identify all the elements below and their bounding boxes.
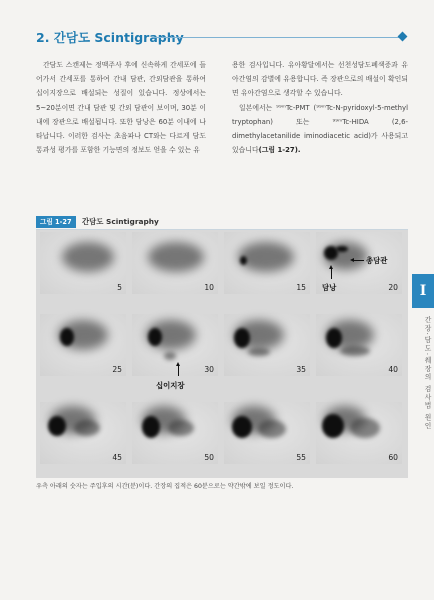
scan-frame <box>224 232 310 294</box>
body-paragraph-text: 일본에서는 ⁹⁹ᵐTc-PMT (⁹⁹ᵐTc-N-pyridoxyl-5-methyl tryptophan) 또는 ⁹⁹ᵐTc-HIDA (2,6-dimethylacetanilide iminodiacetic acid)가 사용되고 있습니다 <box>232 103 408 155</box>
scan-frame <box>132 314 218 376</box>
gallbladder-label: 담낭 <box>322 283 337 292</box>
figure-tag: 그림 1-27 <box>36 216 76 228</box>
gallbladder-uptake <box>322 414 344 438</box>
gallbladder-uptake <box>148 328 162 346</box>
bowel-uptake <box>340 346 370 356</box>
frame-time-label: 45 <box>112 453 122 462</box>
common-bile-duct-label: 총담관 <box>366 256 388 265</box>
body-paragraph: 용한 검사입니다. 유아황달에서는 선천성담도폐색증과 유아간염의 감별에 유용합니다. 즉 장관으로의 배설이 확인되면 유아간염으로 생각할 수 있습니다. <box>232 61 408 98</box>
bowel-uptake <box>350 418 380 438</box>
figure-reference: (그림 1-27). <box>258 146 301 155</box>
figure-header <box>36 216 408 228</box>
body-left-column <box>36 58 206 157</box>
liver-uptake <box>148 242 204 272</box>
duodenum-arrow <box>178 364 179 376</box>
common-bile-duct-arrow <box>352 260 364 261</box>
figure-title: 간담도 Scintigraphy <box>82 217 159 226</box>
bowel-uptake <box>248 348 270 356</box>
section-title: 2. 간담도 Scintigraphy <box>36 30 184 45</box>
bowel-uptake <box>258 420 286 438</box>
frame-time-label: 20 <box>388 283 398 292</box>
scan-frame <box>40 314 126 376</box>
bile-duct-uptake <box>240 256 247 265</box>
gallbladder-arrow <box>331 267 332 279</box>
duodenum-label: 십이지장 <box>156 381 185 390</box>
title-rule <box>152 37 400 38</box>
common-bile-duct-uptake <box>336 246 348 252</box>
frame-time-label: 15 <box>296 283 306 292</box>
bowel-uptake <box>74 420 100 436</box>
frame-time-label: 50 <box>204 453 214 462</box>
frame-time-label: 30 <box>204 365 214 374</box>
frame-time-label: 25 <box>112 365 122 374</box>
duodenum-uptake <box>164 352 176 360</box>
title-diamond-icon <box>398 32 408 42</box>
gallbladder-uptake <box>60 328 74 346</box>
gallbladder-uptake <box>326 328 342 348</box>
scan-frame <box>316 402 402 464</box>
frame-time-label: 60 <box>388 453 398 462</box>
body-paragraph <box>232 101 408 158</box>
scan-frame <box>132 232 218 294</box>
liver-uptake <box>62 242 114 272</box>
scintigraphy-panel <box>36 230 408 478</box>
chapter-side-label: 간장·담도·췌장의 검사법 원인 <box>423 316 431 431</box>
scan-frame <box>316 314 402 376</box>
scan-frame <box>40 232 126 294</box>
frame-time-label: 35 <box>296 365 306 374</box>
section-header <box>36 28 406 46</box>
chapter-tab: I <box>412 274 434 308</box>
frame-time-label: 40 <box>388 365 398 374</box>
gallbladder-uptake <box>142 416 160 438</box>
figure-caption: 우측 아래의 숫자는 주입후의 시간(분)이다. 간장의 집적은 60분으로는 약간밖에 보일 정도이다. <box>36 483 294 490</box>
scan-frame <box>224 402 310 464</box>
body-paragraph: 간담도 스캔제는 정맥주사 후에 신속하게 간세포에 들어가서 간세포를 통하여 간내 담관, 간외담관을 통하여 십이지장으로 배설되는 성질이 있습니다. 정상에서는 5~20분이면 간내 담관 및 간외 담관이 보이며, 30분 이내에 장관으로 배설됩니다. 또한 담낭은 60분 이내에 나타납니다. 이러한 검사는 초음파나 CT와는 다르게 담도 통과성 평가를 포함한 기능면의 정보도 얻을 수 있는 유 <box>36 61 206 155</box>
frame-time-label: 55 <box>296 453 306 462</box>
gallbladder-uptake <box>232 416 252 438</box>
gallbladder-uptake <box>234 328 250 348</box>
gallbladder-uptake <box>48 416 66 436</box>
frame-time-label: 10 <box>204 283 214 292</box>
frame-time-label: 5 <box>117 283 122 292</box>
scan-frame <box>40 402 126 464</box>
bowel-uptake <box>168 420 194 436</box>
scan-frame <box>132 402 218 464</box>
scan-frame <box>224 314 310 376</box>
body-right-column <box>232 58 408 157</box>
